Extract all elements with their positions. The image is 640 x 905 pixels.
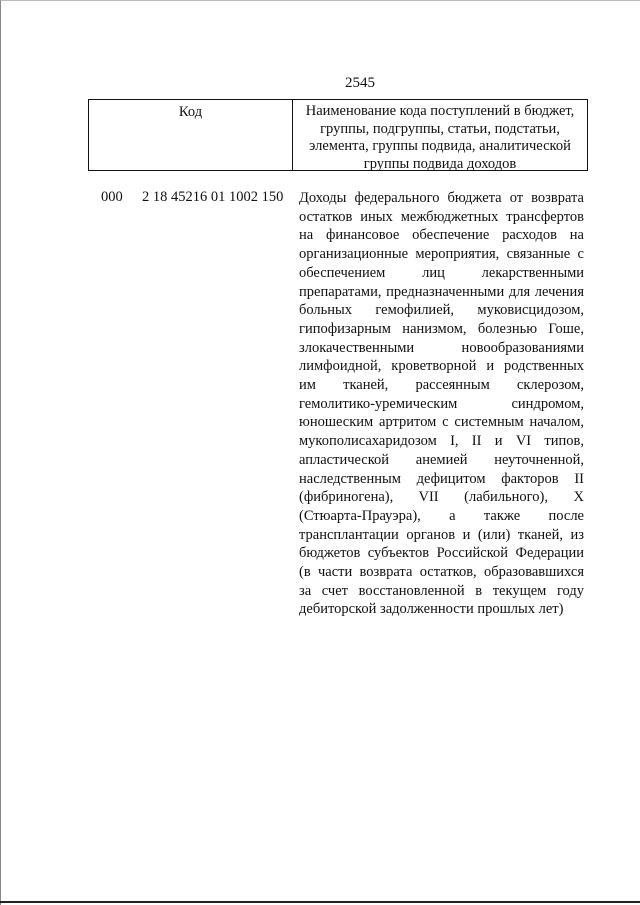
admin-code: 000 (101, 189, 123, 205)
income-description: Доходы федерального бюджета от возврата остатков иных межбюджетных трансфертов на финансовое обеспечение расходов на организационные мероприятия, связанные с обеспечением лиц лекарственными препаратами, предназначенными для лечения больных гемофилией, муковисцидозом, гипофизарным нанизмом, болезнью Гоше, злокачественными новообразованиями лимфоидной, кроветворной и родственных им тканей, рассеянным склерозом, гемолитико-уремическим синдромом, юношеским артритом с системным началом, мукополисахаридозом I, II и VI типов, апластической анемией неуточненной, наследственным дефицитом факторов II (фибриногена), VII (лабильного), X (Стюарта-Прауэра), а также после трансплантации органов и (или) тканей, из бюджетов субъектов Российской Федерации (в части возврата остатков, образовавшихся за счет восстановленной в текущем году дебиторской задолженности прошлых лет) (299, 190, 584, 618)
table-header (88, 99, 588, 171)
header-name-cell: Наименование кода поступлений в бюджет, группы, подгруппы, статьи, подстатьи, элемента, группы подвида, аналитической группы подвида доходов (305, 103, 575, 172)
header-code-cell: Код (89, 100, 293, 170)
page-number: 2545 (345, 75, 375, 91)
budget-classification-code: 2 18 45216 01 1002 150 (142, 189, 284, 205)
page-bottom-edge (0, 901, 640, 903)
